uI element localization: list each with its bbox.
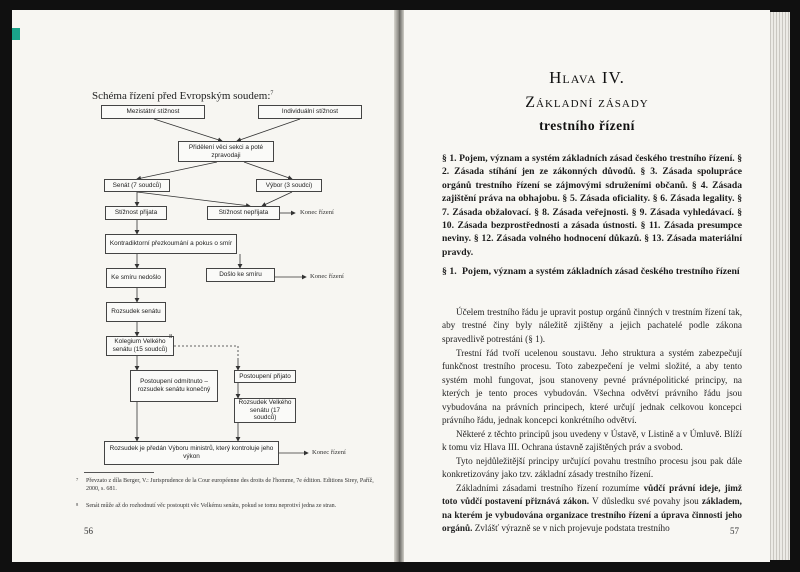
box-grand-chamber-panel: Kolegium Velkého senátu (15 soudců) — [106, 336, 174, 356]
box-assignment: Přidělení věci sekci a poté zpravodaji — [178, 141, 274, 162]
p5-bold-b: vůdčí právní ideje, jimž toto vůdčí postavení přiznává zákon. — [442, 483, 742, 507]
box-committee-of-ministers: Rozsudek je předán Výboru ministrů, který kontroluje jeho výkon — [104, 441, 279, 465]
box-individual-complaint: Individuální stížnost — [258, 105, 362, 119]
end-label-3: Konec řízení — [312, 449, 346, 456]
footnote-ref-7: 7 — [270, 90, 274, 97]
footnote-7-mark: 7 — [76, 477, 79, 482]
footnote-8-text: Senát může až do rozhodnutí věc postoupit věc Velkému senátu, pokud se tomu neprotiví jedna ze stran. — [86, 503, 337, 509]
paragraph-4 — [442, 455, 742, 482]
end-label-1: Konec řízení — [300, 209, 334, 216]
footnote-7-text: Převzato z díla Berger, V.: Jurisprudence de la Cour européenne des droits de l'homme, 7e édition. Editions Sirey, Paříž, 2000, s. 681. — [86, 478, 374, 493]
box-referral-rejected: Postoupení odmítnuto – rozsudek senátu konečný — [130, 370, 218, 402]
left-page — [12, 10, 394, 562]
p5-text-a: Základními zásadami trestního řízení rozumíme — [456, 483, 644, 493]
chapter-title-line2: trestního řízení — [539, 118, 635, 133]
section-number: § 1. — [442, 266, 457, 277]
p5-text-e: Zvlášť výrazně se v nich projevuje podstata trestního — [472, 523, 670, 534]
box-referral-accepted: Postoupení přijato — [234, 370, 296, 383]
box-chamber: Senát (7 soudců) — [104, 179, 170, 192]
right-page — [404, 10, 770, 562]
footnote-8 — [76, 502, 386, 510]
paragraph-4-text: Tyto nejdůležitější principy určující povahu trestního procesu jsou pak dále konkretizovány jako tzv. základní zásady trestního řízení. — [442, 456, 742, 480]
note-mark-8: 8 — [169, 333, 173, 340]
box-settlement: Došlo ke smíru — [206, 268, 275, 282]
box-interstate-complaint: Mezistátní stížnost — [101, 105, 205, 119]
box-chamber-judgment: Rozsudek senátu — [106, 302, 166, 322]
section-heading — [442, 265, 742, 278]
box-no-settlement: Ke smíru nedošlo — [106, 268, 166, 288]
box-admitted: Stížnost přijata — [105, 206, 167, 220]
paragraph-3: Některé z těchto principů jsou uvedeny v Ústavě, v Listině a v Úmluvě. Blíží k tomu viz Hlava III. Ochrana ústavně zajištěných práv a svobod. — [442, 429, 742, 453]
page-number-left: 56 — [84, 526, 93, 536]
book-gutter — [394, 10, 404, 562]
box-not-admitted: Stížnost nepřijata — [207, 206, 280, 220]
footnote-8-mark: 8 — [76, 502, 79, 507]
footnote-7 — [76, 477, 386, 493]
box-committee: Výbor (3 soudci) — [256, 179, 322, 192]
footnote-divider — [84, 472, 154, 473]
schema-title-text: Schéma řízení před Evropským soudem: — [92, 90, 271, 102]
p5-bold-d: základem, na kterém je vybudována organizace trestního řízení a úprava činnosti jeho orgánů. — [442, 496, 742, 534]
bookmark-tab — [12, 28, 20, 40]
section-title: Pojem, význam a systém základních zásad českého trestního řízení — [462, 266, 740, 277]
page-edges — [770, 12, 790, 560]
p5-text-c: V důsledku své povahy jsou — [589, 496, 702, 507]
paragraph-5 — [442, 482, 742, 536]
end-label-2: Konec řízení — [310, 273, 344, 280]
chapter-label: Hlava IV. — [549, 68, 625, 87]
page-number-right: 57 — [730, 526, 739, 536]
chapter-title-line1: Základní zásady — [525, 94, 649, 111]
paragraph-2: Trestní řád tvoří ucelenou soustavu. Jeho struktura a systém zabezpečují funkčnost trestního procesu. Toto zabezpečení je velmi složité, a aby tento systém mohl fungovat, jsou stanoveny pevné právnépolitické principy, na kterých je tento proces vybudován. Všechna odvětví právního řádu jsou vybudována na právních principech, které určují jednak celkovou koncepci právního řádu, jednak koncepci konkrétního odvětví. — [442, 348, 742, 426]
box-adversarial-review: Kontradiktorní přezkoumání a pokus o smír — [105, 234, 237, 254]
chapter-summary: § 1. Pojem, význam a systém základních zásad českého trestního řízení. § 2. Zásada stíhání jen ze zákonných důvodů. § 3. Zásada spolupráce orgánů trestního řízení se zájmovými sdruženími občanů. § 4. Zásada zajištění práva na obhajobu. § 5. Zásada oficiality. § 6. Zásada legality. § 7. Zásada obžalovací. § 8. Zásada veřejnosti. § 9. Zásada vyhledávací. § 10. Zásada bezprostřednosti a zásada ústnosti. § 11. Zásada presumpce neviny. § 12. Zásada volného hodnocení důkazů. § 13. Zásada materiální pravdy. — [442, 153, 742, 258]
paragraph-1: Účelem trestního řádu je upravit postup orgánů činných v trestním řízení tak, aby trestné činy byly náležitě zjištěny a jejich pachatelé podle zákona spravedlivě potrestáni (§ 1). — [442, 307, 742, 344]
box-grand-chamber-judgment: Rozsudek Velkého senátu (17 soudců) — [234, 398, 296, 423]
